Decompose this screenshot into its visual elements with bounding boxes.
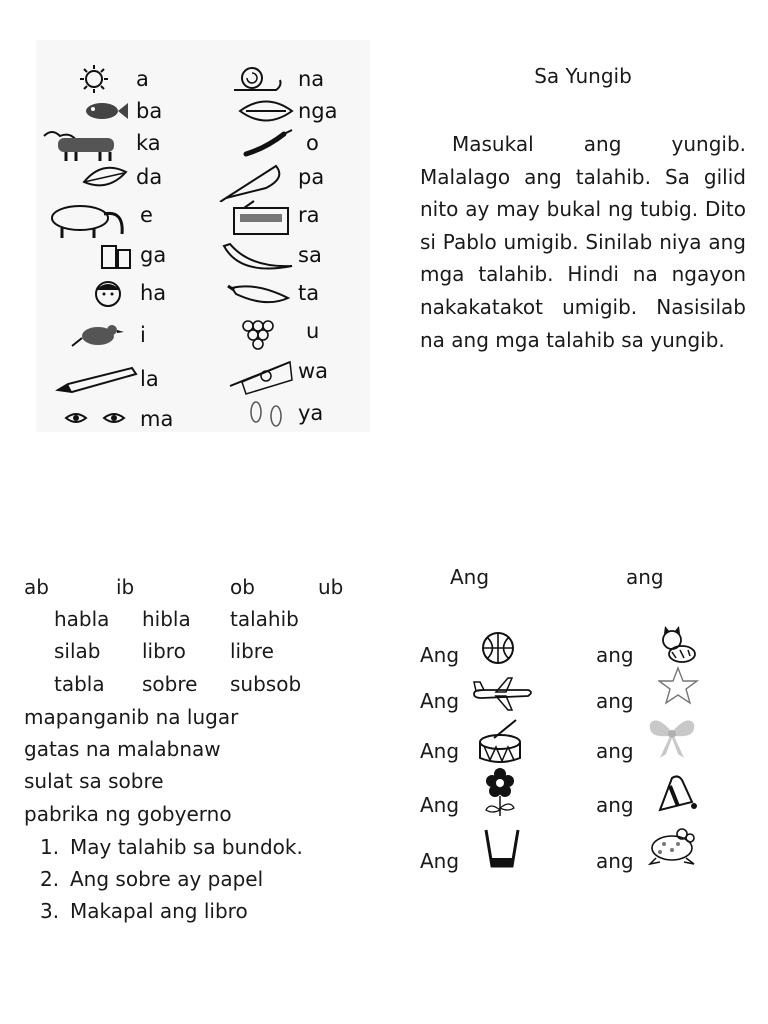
radio-icon <box>230 200 292 236</box>
syllable-label: ha <box>140 281 167 305</box>
chart-row-left <box>36 404 196 438</box>
chart-row-left <box>36 96 196 130</box>
drum-icon <box>476 718 526 766</box>
syllable-label: ta <box>298 281 320 305</box>
sentence-number: 3. <box>40 899 60 923</box>
phrase: pabrika ng gobyerno <box>24 802 232 826</box>
syllable-label: nga <box>298 99 338 123</box>
word: habla <box>54 607 110 631</box>
banana-icon <box>220 240 296 280</box>
chart-row-right <box>206 64 366 98</box>
syllable-label: e <box>140 203 153 227</box>
ang-word: ang <box>596 793 634 817</box>
chart-row-left <box>36 64 196 98</box>
ang-word: Ang <box>420 739 460 763</box>
alphabet-chart <box>36 40 370 432</box>
word: subsob <box>230 672 302 696</box>
word: talahib <box>230 607 299 631</box>
chart-row-left <box>36 128 196 162</box>
word: hibla <box>142 607 191 631</box>
story-paragraph: Masukal ang yungib. Malalago ang talahib. Sa gilid nito ay may bukal ng tubig. Dito si Pablo umigib. Sinilab niya ang mga talahib. Hindi na ngayon nakakatakot umigib. Nasisilab na ang mga talahib sa yungib. <box>420 132 746 352</box>
cat-icon <box>656 624 700 668</box>
syllable-label: wa <box>298 359 329 383</box>
sentence: Ang sobre ay papel <box>70 867 264 891</box>
umbrella-icon <box>216 162 292 202</box>
syllable-label: ra <box>298 203 320 227</box>
eggplant-icon <box>226 278 296 308</box>
word: libro <box>142 639 186 663</box>
syllable-label: o <box>306 131 319 155</box>
syllable-label: pa <box>298 165 325 189</box>
syllable-label: na <box>298 67 325 91</box>
chart-row-right <box>206 96 366 130</box>
bird-icon <box>70 320 126 350</box>
chart-row-right <box>206 278 366 312</box>
header-ang-upper: Ang <box>450 565 490 589</box>
syllable-label: i <box>140 323 146 347</box>
word: sobre <box>142 672 198 696</box>
phrase: gatas na malabnaw <box>24 737 221 761</box>
chart-row-right <box>206 356 366 390</box>
sun-icon <box>70 64 126 94</box>
glass-icon <box>482 826 522 870</box>
flag-icon <box>226 356 296 396</box>
chart-row-right <box>206 162 366 196</box>
sentence: May talahib sa bundok. <box>70 835 303 859</box>
chart-row-left <box>36 364 196 398</box>
sentence-number: 1. <box>40 835 60 859</box>
header-ang-lower: ang <box>626 565 664 589</box>
chart-row-right <box>206 316 366 350</box>
syllable-ib: ib <box>116 575 135 599</box>
chart-row-right <box>206 200 366 234</box>
phrase: sulat sa sobre <box>24 769 164 793</box>
syllable-label: u <box>306 319 320 343</box>
chart-row-left <box>36 200 196 234</box>
ang-word: ang <box>596 689 634 713</box>
grapes-icon <box>236 316 292 352</box>
sentence: Makapal ang libro <box>70 899 248 923</box>
ang-word: ang <box>596 643 634 667</box>
chart-row-left <box>36 320 196 354</box>
syllable-ob: ob <box>230 575 255 599</box>
syllable-label: ka <box>136 131 161 155</box>
ang-word: Ang <box>420 849 460 873</box>
chart-row-left <box>36 162 196 196</box>
ribbon-icon <box>646 714 698 762</box>
syllable-label: sa <box>298 243 322 267</box>
syllable-label: la <box>140 367 159 391</box>
ang-word: Ang <box>420 793 460 817</box>
chart-row-left <box>36 240 196 274</box>
ang-word: Ang <box>420 643 460 667</box>
eyes-icon <box>64 404 134 434</box>
pencil-icon <box>54 364 138 394</box>
ang-word: ang <box>596 849 634 873</box>
word: tabla <box>54 672 105 696</box>
syllable-ub: ub <box>318 575 344 599</box>
syllable-label: a <box>136 67 149 91</box>
word: silab <box>54 639 101 663</box>
ang-word: ang <box>596 739 634 763</box>
mouth-icon <box>236 96 296 126</box>
bell-icon <box>654 772 698 816</box>
star-icon <box>658 666 702 710</box>
phrase: mapanganib na lugar <box>24 705 239 729</box>
syllable-label: ga <box>140 243 167 267</box>
chart-row-right <box>206 240 366 274</box>
footprints-icon <box>244 398 300 428</box>
snail-icon <box>230 64 286 94</box>
syllable-label: ba <box>136 99 163 123</box>
syllable-ab: ab <box>24 575 49 599</box>
story-title: Sa Yungib <box>534 64 632 88</box>
ang-word: Ang <box>420 689 460 713</box>
fish-icon <box>76 96 132 126</box>
carabao-icon <box>40 128 130 162</box>
flower-icon <box>478 768 522 818</box>
frog-icon <box>646 822 700 868</box>
syllable-label: ma <box>140 407 174 431</box>
pepper-icon <box>240 128 296 158</box>
chart-row-left <box>36 278 196 312</box>
airplane-icon <box>470 674 536 718</box>
chart-row-right <box>206 398 366 432</box>
chart-row-right <box>206 128 366 162</box>
syllable-label: da <box>136 165 163 189</box>
syllable-label: ya <box>298 401 324 425</box>
word: libre <box>230 639 274 663</box>
elephant-icon <box>44 200 128 240</box>
sentence-number: 2. <box>40 867 60 891</box>
leaf-icon <box>78 162 134 192</box>
basketball-icon <box>478 626 522 670</box>
